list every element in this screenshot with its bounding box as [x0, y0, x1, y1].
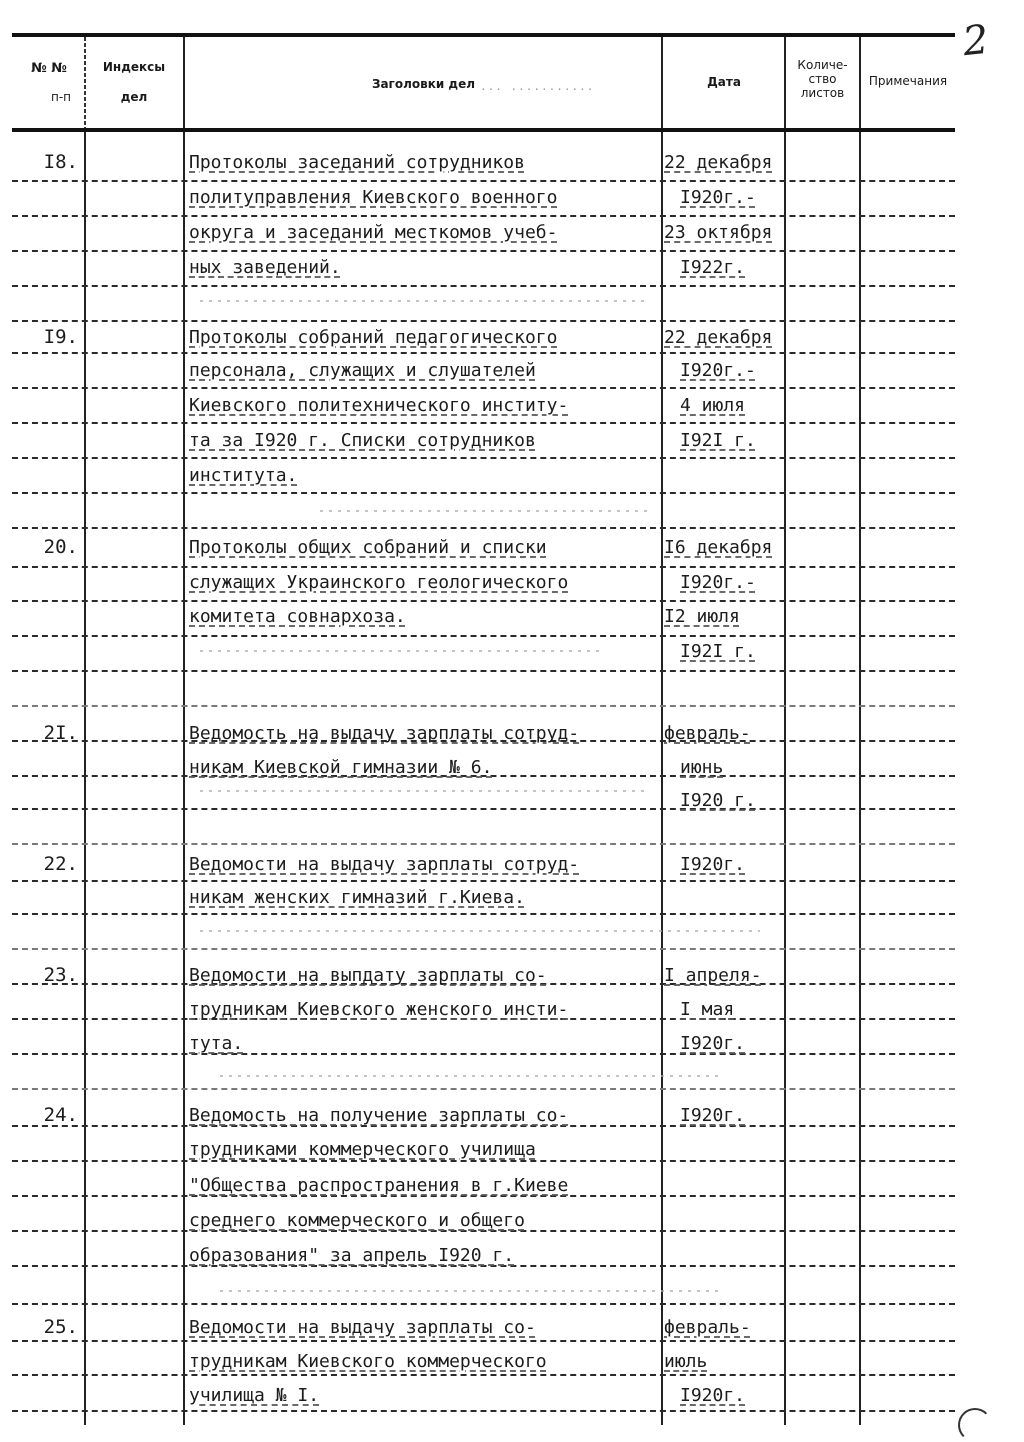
bleed-through-noise — [200, 650, 600, 652]
record-title-line: "Общества распространения в г.Киеве — [189, 1175, 569, 1196]
record-date-line: 4 июля — [680, 395, 746, 416]
record-title-line: персонала, служащих и слушателей — [189, 360, 536, 381]
header-col-index-line2: дел — [120, 90, 148, 104]
record-number: 25. — [43, 1316, 78, 1338]
record-title-line: Протоколы заседаний сотрудников — [189, 152, 525, 173]
ruled-line — [12, 527, 955, 529]
record-title-line: никам женских гимназий г.Киева. — [189, 887, 525, 908]
header-col-date — [664, 75, 784, 89]
header-bottom-rule — [12, 128, 955, 132]
ruled-line — [12, 1303, 955, 1305]
record-date-line: февраль- — [664, 1317, 751, 1338]
record-date-line: I922г. — [680, 257, 746, 278]
header-col-title-label: Заголовки дел — [371, 77, 476, 91]
handwritten-corner-mark — [958, 1408, 992, 1442]
bleed-through-noise — [200, 300, 650, 302]
bleed-through-noise — [220, 1075, 720, 1077]
header-divider-2 — [183, 37, 185, 128]
record-title-line: Протоколы общих собраний и списки — [189, 537, 547, 558]
record-number: 24. — [43, 1104, 78, 1126]
record-title-line: округа и заседаний месткомов учеб- — [189, 222, 558, 243]
record-title-line: среднего коммерческого и общего — [189, 1210, 525, 1231]
header-col-number-line1: № № — [31, 61, 67, 76]
header-col-index-line1: Индексы — [102, 60, 166, 74]
record-date-line: I апреля- — [664, 965, 762, 986]
record-title-line: Киевского политехнического институ- — [189, 395, 569, 416]
record-date-line: 22 декабря — [664, 152, 773, 173]
record-date-line: I2 июля — [664, 606, 740, 627]
record-number: 23. — [43, 964, 78, 986]
record-title-line: тута. — [189, 1033, 244, 1054]
record-date-line: февраль- — [664, 723, 751, 744]
record-title-line: Ведомости на выдачу зарплаты сотруд- — [189, 854, 580, 875]
record-date-line: I920г. — [680, 1385, 746, 1406]
record-number: I9. — [43, 326, 78, 348]
header-col-sheets — [786, 58, 859, 100]
header-col-number-line2: п-п — [50, 90, 72, 104]
header-col-date-label: Дата — [707, 75, 741, 89]
record-date-line: I6 декабря — [664, 537, 773, 558]
header-divider-4 — [784, 37, 786, 128]
header-divider-1 — [84, 37, 86, 128]
ruled-line — [12, 670, 955, 672]
header-top-rule — [12, 33, 955, 37]
record-title-line: никам Киевской гимназии № 6. — [189, 757, 493, 778]
record-date-line: I920 г. — [680, 790, 756, 811]
ruled-line — [12, 285, 955, 287]
ruled-line — [12, 948, 955, 950]
record-title-line: Ведомости на выдачу зарплаты со- — [189, 1317, 536, 1338]
record-date-line: июнь — [680, 757, 724, 778]
bleed-through-noise — [320, 510, 650, 512]
record-title-line: трудниками коммерческого училища — [189, 1139, 536, 1160]
bleed-through-noise — [200, 790, 650, 792]
record-title-line: института. — [189, 465, 298, 486]
bleed-through-noise — [220, 1290, 720, 1292]
record-title-line: Ведомости на выпдату зарплаты со- — [189, 965, 547, 986]
ruled-line — [12, 1088, 955, 1090]
ruled-line — [12, 705, 955, 707]
record-date-line: I920г.- — [680, 572, 756, 593]
record-date-line: I920г.- — [680, 360, 756, 381]
record-number: I8. — [43, 151, 78, 173]
record-title-line: училища № I. — [189, 1385, 320, 1406]
record-number: 22. — [43, 853, 78, 875]
record-date-line: июль — [664, 1351, 708, 1372]
header-col-sheets-line3: листов — [800, 86, 845, 100]
record-title-line: ных заведений. — [189, 257, 341, 278]
record-number: 20. — [43, 536, 78, 558]
header-col-sheets-line1: Количе- — [797, 58, 848, 72]
record-date-line: I920г. — [680, 1033, 746, 1054]
header-divider-3 — [661, 37, 663, 128]
record-date-line: I920г. — [680, 1105, 746, 1126]
record-title-line: Протоколы собраний педагогического — [189, 327, 558, 348]
record-date-line: I92I г. — [680, 641, 756, 662]
record-title-line: комитета совнархоза. — [189, 606, 406, 627]
header-col-sheets-line2: ство — [808, 72, 837, 86]
record-date-line: I92I г. — [680, 430, 756, 451]
ghost-stamp: ... ........... — [480, 80, 595, 93]
record-number: 2I. — [43, 722, 78, 744]
record-title-line: трудникам Киевского женского инсти- — [189, 999, 569, 1020]
header-divider-5 — [859, 37, 861, 128]
record-title-line: служащих Украинского геологического — [189, 572, 569, 593]
ruled-line — [12, 635, 955, 637]
record-title-line: политуправления Киевского военного — [189, 187, 558, 208]
header-col-notes — [860, 74, 956, 88]
header-col-number — [14, 62, 84, 104]
record-date-line: 23 октября — [664, 222, 773, 243]
record-date-line: I мая — [680, 999, 735, 1020]
ruled-line — [12, 843, 955, 845]
header-col-index — [88, 60, 180, 104]
record-date-line: I920г.- — [680, 187, 756, 208]
record-date-line: I920г. — [680, 854, 746, 875]
record-title-line: Ведомость на выдачу зарплаты сотруд- — [189, 723, 580, 744]
bleed-through-noise — [200, 930, 760, 932]
ruled-line — [12, 808, 955, 810]
record-title-line: образования" за апрель I920 г. — [189, 1245, 515, 1266]
record-title-line: трудникам Киевского коммерческого — [189, 1351, 547, 1372]
header-col-notes-label: Примечания — [868, 74, 948, 88]
folio-number: 2 — [960, 16, 991, 66]
record-date-line: 22 декабря — [664, 327, 773, 348]
record-title-line: та за I920 г. Списки сотрудников — [189, 430, 536, 451]
record-title-line: Ведомость на получение зарплаты со- — [189, 1105, 569, 1126]
